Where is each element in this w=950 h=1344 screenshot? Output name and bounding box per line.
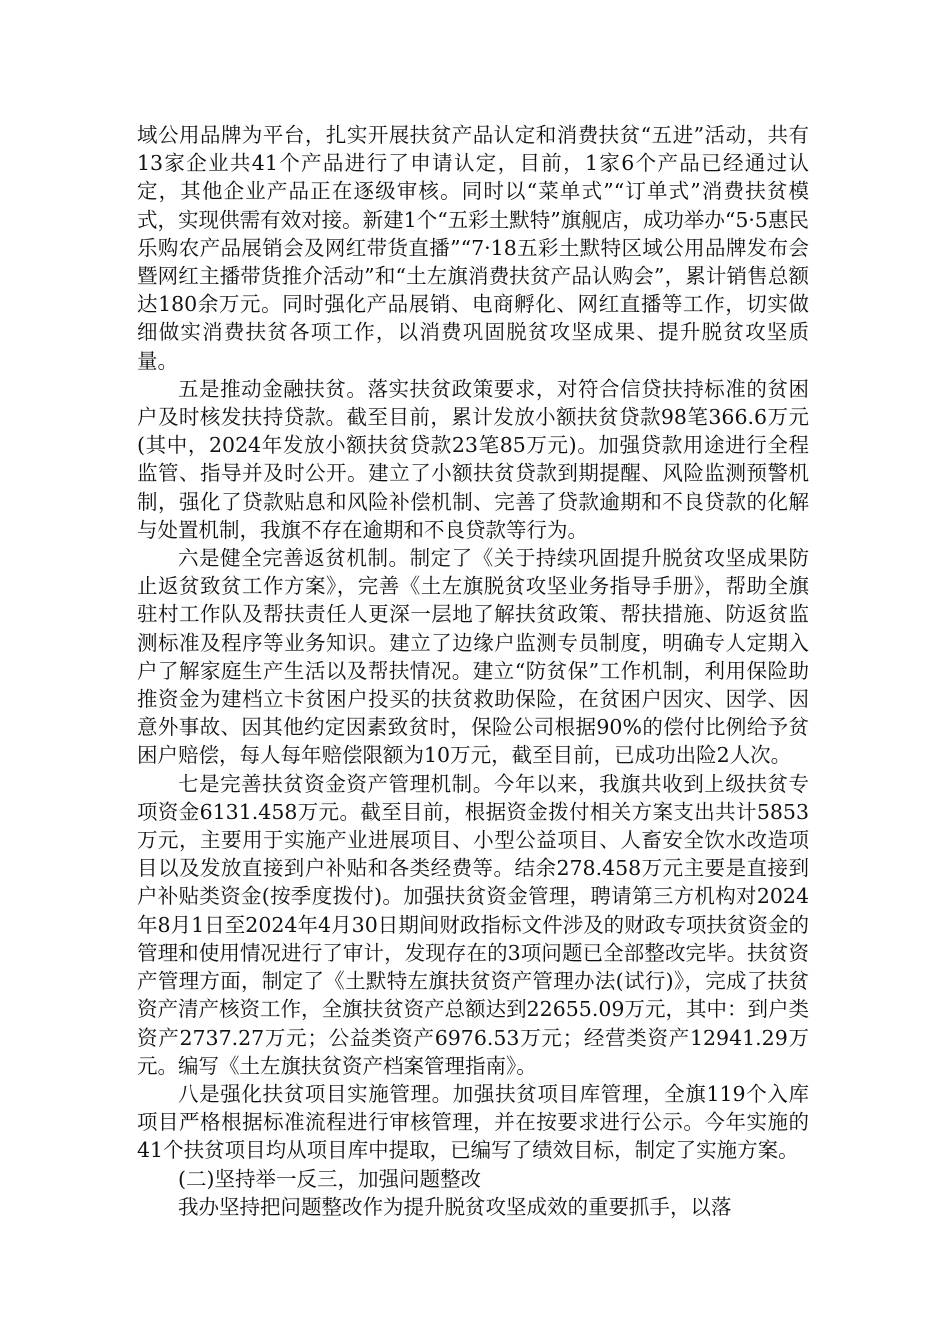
- paragraph-financial-poverty-alleviation: 五是推动金融扶贫。落实扶贫政策要求，对符合信贷扶持标准的贫困户及时核发扶持贷款。截至目前，累计发放小额扶贫贷款98笔366.6万元(其中，2024年发放小额扶贫贷款23笔85万元)。加强贷款用途进行全程监管、指导并及时公开。建立了小额扶贫贷款到期提醒、风险监测预警机制，强化了贷款贴息和风险补偿机制、完善了贷款逾期和不良贷款的化解与处置机制，我旗不存在逾期和不良贷款等行为。: [137, 376, 809, 542]
- paragraph-project-management: 八是强化扶贫项目实施管理。加强扶贫项目库管理，全旗119个入库项目严格根据标准流程进行审核管理，并在按要求进行公示。今年实施的41个扶贫项目均从项目库中提取，已编写了绩效目标，制定了实施方案。: [137, 1081, 809, 1163]
- document-body: [137, 121, 809, 1221]
- paragraph-rectification-intro: 我办坚持把问题整改作为提升脱贫攻坚成效的重要抓手，以落: [178, 1194, 732, 1219]
- paragraph-fund-asset-management: 七是完善扶贫资金资产管理机制。今年以来，我旗共收到上级扶贫专项资金6131.458万元。截至目前，根据资金拨付相关方案支出共计5853万元，主要用于实施产业进展项目、小型公益项目、人畜安全饮水改造项目以及发放直接到户补贴和各类经费等。结余278.458万元主要是直接到户补贴类资金(按季度拨付)。加强扶贫资金管理，聘请第三方机构对2024年8月1日至2024年4月30日期间财政指标文件涉及的财政专项扶贫资金的管理和使用情况进行了审计，发现存在的3项问题已全部整改完毕。扶贫资产管理方面，制定了《土默特左旗扶贫资产管理办法(试行)》，完成了扶贫资产清产核资工作，全旗扶贫资产总额达到22655.09万元，其中：到户类资产2737.27万元；公益类资产6976.53万元；经营类资产12941.29万元。编写《土左旗扶贫资产档案管理指南》。: [137, 771, 809, 1078]
- paragraph-continuation: 域公用品牌为平台，扎实开展扶贫产品认定和消费扶贫“五进”活动，共有13家企业共41个产品进行了申请认定，目前，1家6个产品已经通过认定，其他企业产品正在逐级审核。同时以“菜单式”“订单式”消费扶贫模式，实现供需有效对接。新建1个“五彩土默特”旗舰店，成功举办“5·5惠民乐购农产品展销会及网红带货直播”“7·18五彩土默特区域公用品牌发布会暨网红主播带货推介活动”和“土左旗消费扶贫产品认购会”，累计销售总额达180余万元。同时强化产品展销、电商孵化、网红直播等工作，切实做细做实消费扶贫各项工作，以消费巩固脱贫攻坚成果、提升脱贫攻坚质量。: [137, 123, 809, 373]
- section-heading-rectification: (二)坚持举一反三，加强问题整改: [178, 1166, 481, 1191]
- paragraph-return-poverty-mechanism: 六是健全完善返贫机制。制定了《关于持续巩固提升脱贫攻坚成果防止返贫致贫工作方案》，完善《土左旗脱贫攻坚业务指导手册》，帮助全旗驻村工作队及帮扶责任人更深一层地了解扶贫政策、帮扶措施、防返贫监测标准及程序等业务知识。建立了边缘户监测专员制度，明确专人定期入户了解家庭生产生活以及帮扶情况。建立“防贫保”工作机制，利用保险助推资金为建档立卡贫困户投买的扶贫救助保险，在贫困户因灾、因学、因意外事故、因其他约定因素致贫时，保险公司根据90%的偿付比例给予贫困户赔偿，每人每年赔偿限额为10万元，截至目前，已成功出险2人次。: [137, 546, 809, 768]
